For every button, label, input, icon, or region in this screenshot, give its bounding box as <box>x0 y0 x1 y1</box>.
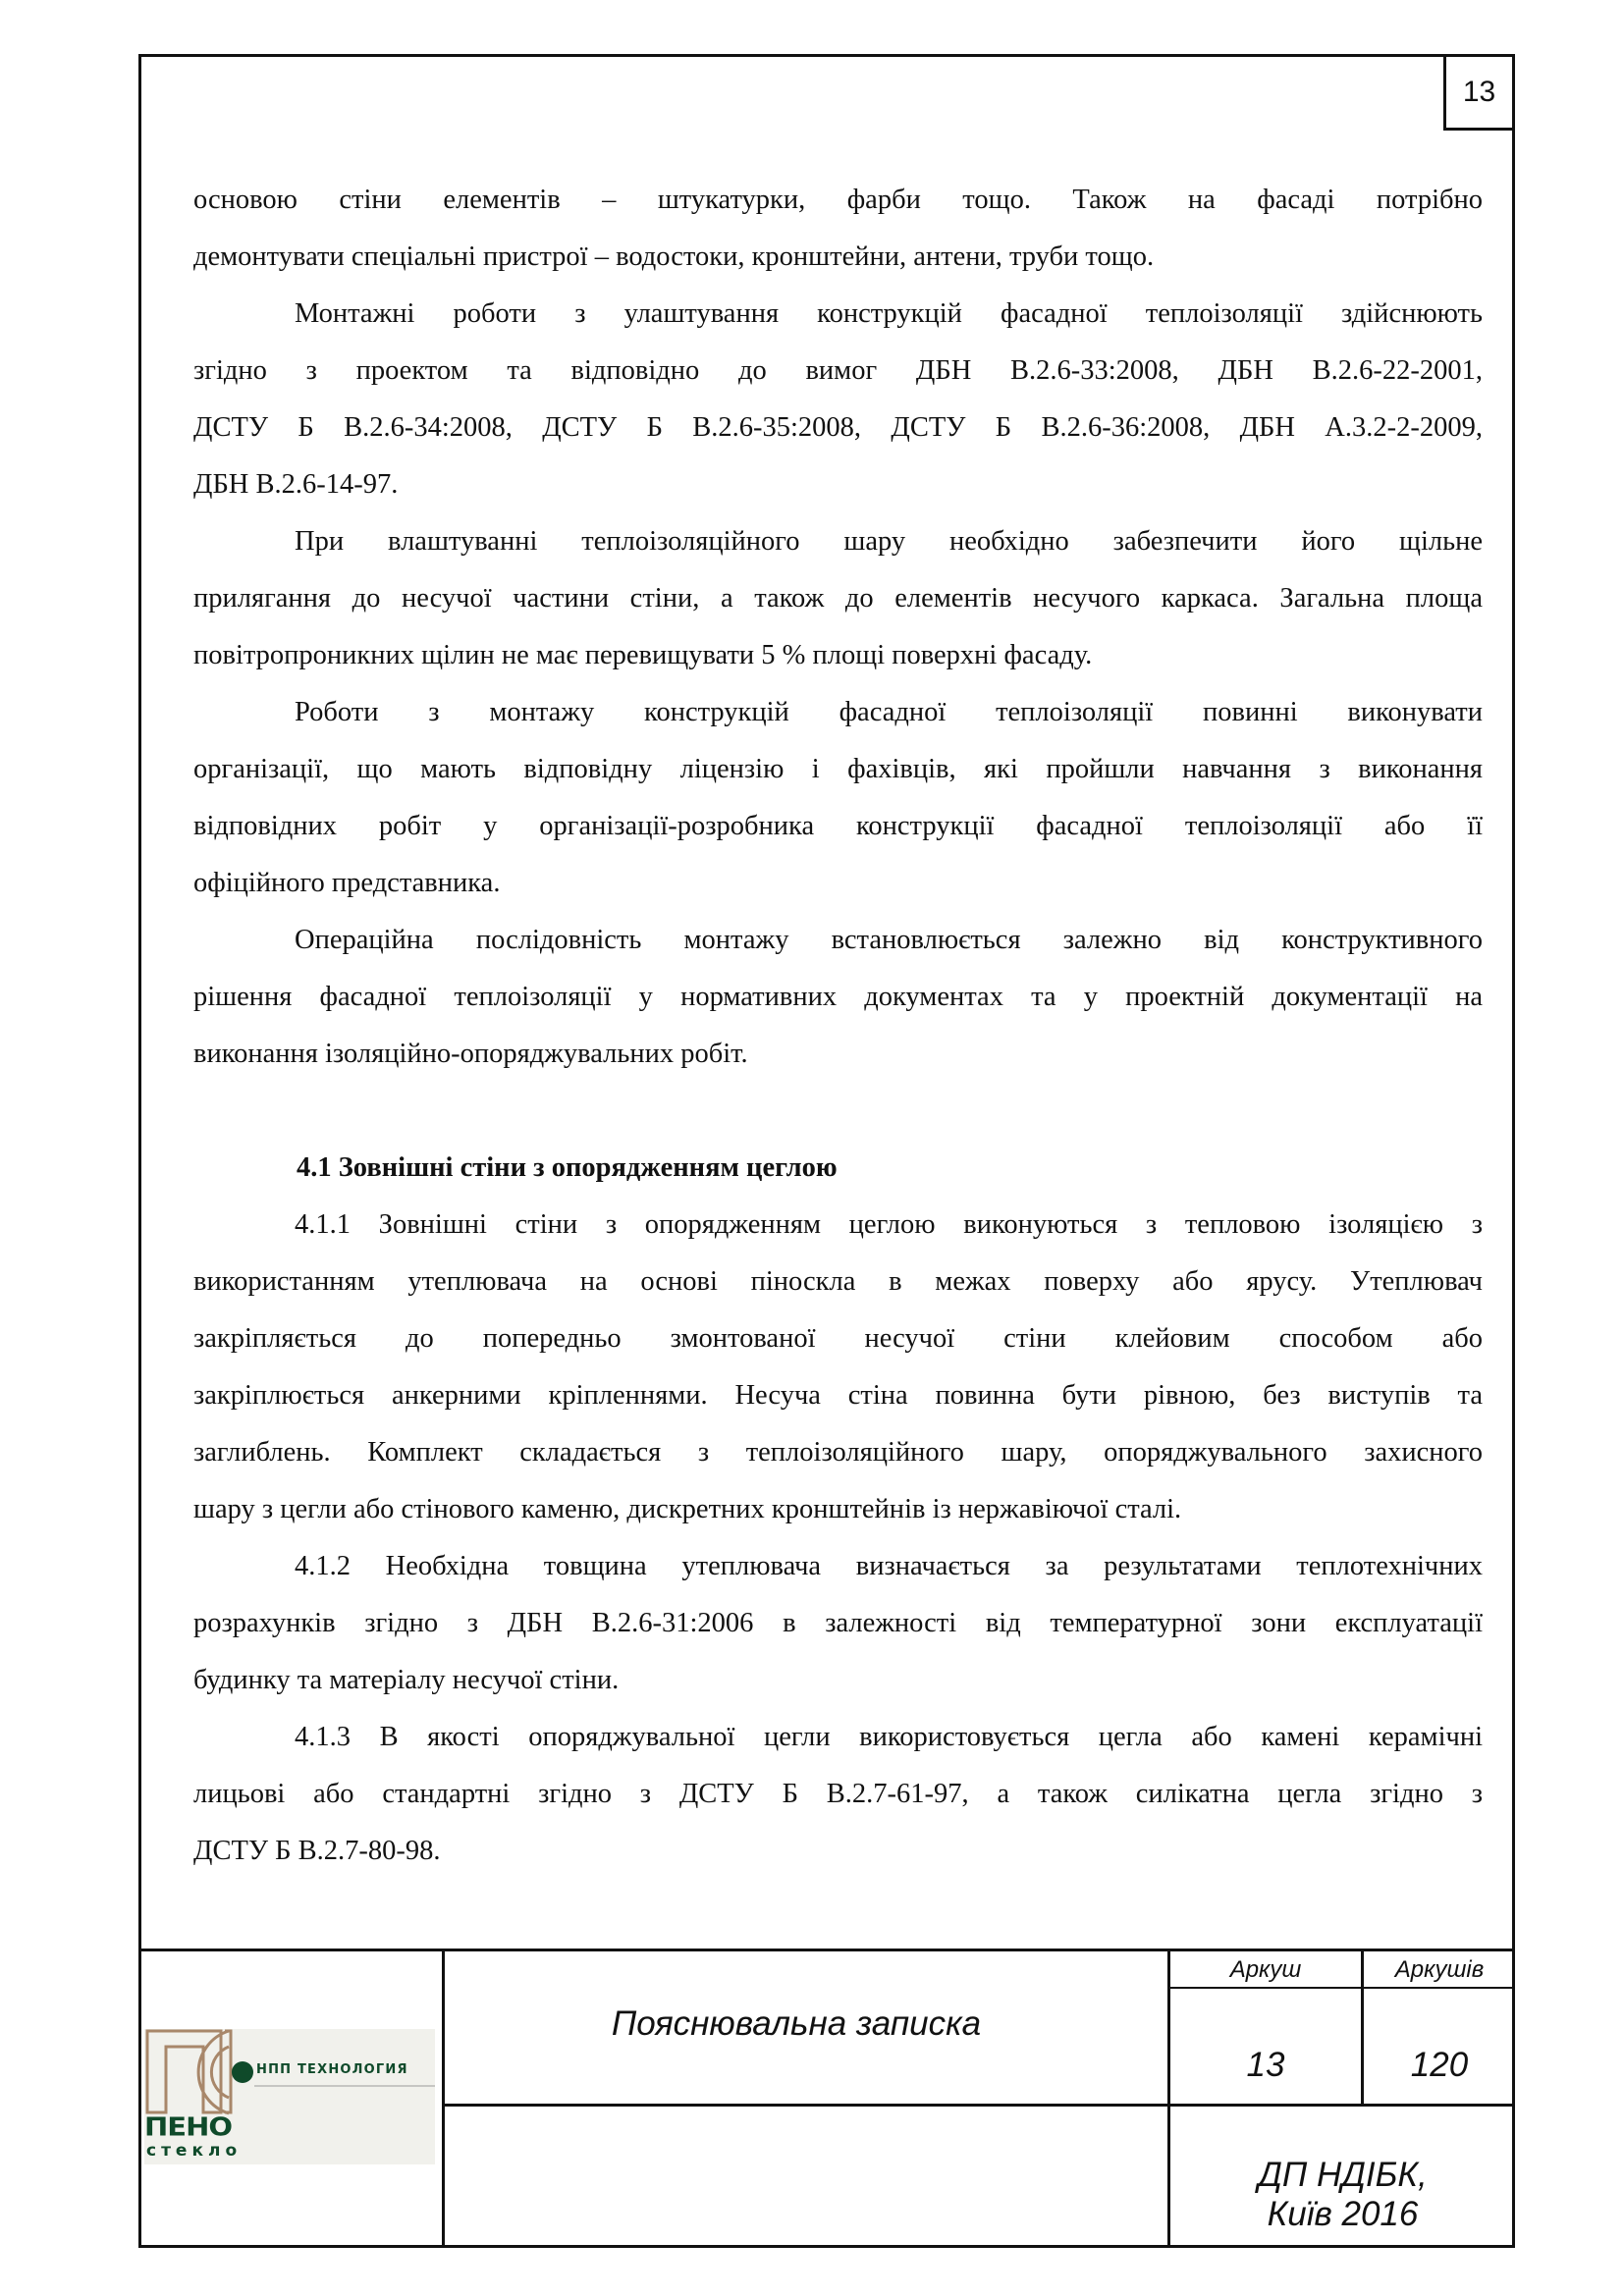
body-line: ДСТУ Б В.2.7-80-98. <box>193 1836 441 1866</box>
body-line: виконання ізоляційно-опоряджувальних робіт. <box>193 1039 748 1069</box>
body-line: закріплюється анкерними кріпленнями. Несуча стіна повинна бути рівною, без виступів та <box>193 1380 1483 1411</box>
title-block-divider <box>1167 1987 1515 1989</box>
body-line: ДСТУ Б В.2.6-34:2008, ДСТУ Б В.2.6-35:2008, ДСТУ Б В.2.6-36:2008, ДБН А.3.2-2-2009, <box>193 412 1483 443</box>
sheet-label: Аркуш <box>1229 1956 1302 1983</box>
body-line: основою стіни елементів – штукатурки, фарби тощо. Також на фасаді потрібно <box>193 185 1483 215</box>
body-line: розрахунків згідно з ДБН В.2.6-31:2006 в залежності від температурної зони експлуатації <box>193 1608 1483 1638</box>
body-line: 4.1.1 Зовнішні стіни з опорядженням цеглою виконуються з тепловою ізоляцією з <box>295 1209 1483 1240</box>
logo-brand-bottom: стекло <box>146 2141 243 2161</box>
logo-company-text: НПП ТЕХНОЛОГИЯ <box>256 2062 408 2077</box>
sheets-value: 120 <box>1410 2046 1469 2084</box>
body-line: шару з цегли або стінового каменю, дискретних кронштейнів із нержавіючої сталі. <box>193 1494 1182 1524</box>
body-line: Операційна послідовність монтажу встановлюється залежно від конструктивного <box>295 925 1483 955</box>
body-line: офіційного представника. <box>193 868 501 898</box>
section-heading: 4.1 Зовнішні стіни з опорядженням цеглою <box>297 1152 838 1183</box>
body-line: організації, що мають відповідну ліцензію і фахівців, які пройшли навчання з виконання <box>193 754 1483 784</box>
title-block-top-border <box>138 1949 1515 1951</box>
sheet-value: 13 <box>1246 2046 1285 2084</box>
body-line: 4.1.2 Необхідна товщина утеплювача визначається за результатами теплотехнічних <box>295 1551 1483 1581</box>
body-line: відповідних робіт у організації-розробника конструкції фасадної теплоізоляції або її <box>193 811 1483 841</box>
body-line: повітропроникних щілин не має перевищувати 5 % площі поверхні фасаду. <box>193 640 1093 670</box>
logo-brand-top: ПЕНО <box>144 2111 233 2142</box>
body-line: використанням утеплювача на основі піноскла в межах поверху або ярусу. Утеплювач <box>193 1266 1483 1297</box>
title-block-divider <box>442 2104 1515 2107</box>
body-line: прилягання до несучої частини стіни, а також до елементів несучого каркаса. Загальна площа <box>193 583 1483 614</box>
body-line: будинку та матеріалу несучої стіни. <box>193 1665 620 1695</box>
body-line: 4.1.3 В якості опоряджувальної цегли використовується цегла або камені керамічні <box>295 1722 1483 1752</box>
body-line: Роботи з монтажу конструкцій фасадної теплоізоляції повинні виконувати <box>295 697 1483 727</box>
body-line: згідно з проектом та відповідно до вимог ДБН В.2.6-33:2008, ДБН В.2.6-22-2001, <box>193 355 1483 386</box>
body-line: лицьові або стандартні згідно з ДСТУ Б В.2.7-61-97, а також силікатна цегла згідно з <box>193 1779 1483 1809</box>
page-number-box <box>1443 54 1515 131</box>
document-title: Пояснювальна записка <box>611 2004 982 2043</box>
sheets-label: Аркушів <box>1394 1956 1485 1983</box>
body-line: Монтажні роботи з улаштування конструкцій фасадної теплоізоляції здійснюють <box>295 298 1483 329</box>
company-logo <box>144 2029 435 2164</box>
body-line: При влаштуванні теплоізоляційного шару необхідно забезпечити його щільне <box>295 526 1483 557</box>
body-line: заглиблень. Комплект складається з теплоізоляційного шару, опоряджувального захисного <box>193 1437 1483 1468</box>
page-number: 13 <box>1462 76 1496 108</box>
body-line: рішення фасадної теплоізоляції у нормативних документах та у проектній документації на <box>193 982 1483 1012</box>
body-line: закріпляється до попередньо змонтованої несучої стіни клейовим способом або <box>193 1323 1483 1354</box>
body-line: демонтувати спеціальні пристрої – водостоки, кронштейни, антени, труби тощо. <box>193 241 1155 272</box>
title-block-divider <box>442 1949 445 2248</box>
body-line: ДБН В.2.6-14-97. <box>193 469 399 500</box>
organization-line2: Київ 2016 <box>1267 2195 1419 2233</box>
organization-line1: ДП НДІБК, <box>1258 2156 1428 2194</box>
